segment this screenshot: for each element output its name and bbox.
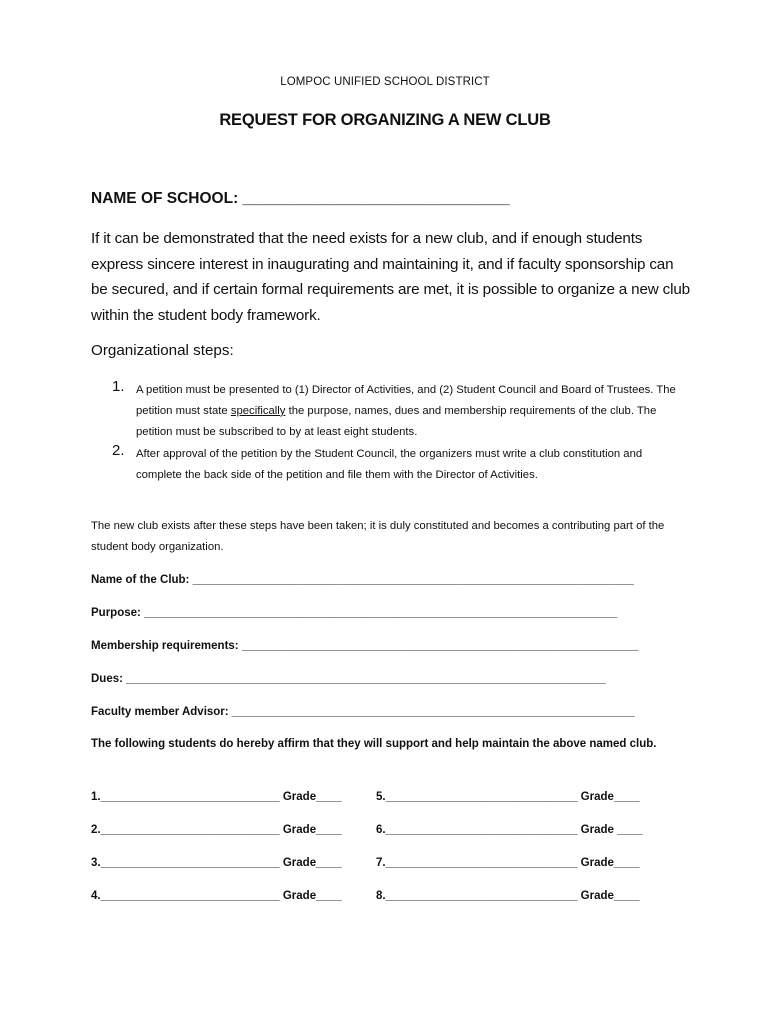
step-number: 1. — [112, 378, 125, 395]
step-text: A petition must be presented to (1) Director of Activities, and (2) Student Council and Board of Trustees. The petition must state specifically the purpose, names, dues and membership requirements of the club. The petition must be subscribed to by at least eight students. — [136, 384, 676, 438]
club-exists-paragraph: The new club exists after these steps have been taken; it is duly constituted and becomes a contributing part of the student body organization. — [91, 520, 665, 553]
emphasis-word: specifically — [230, 404, 286, 417]
signature-line-6: 6.______________________________ Grade ____ — [376, 824, 643, 836]
signature-line-7: 7.______________________________ Grade____ — [376, 857, 640, 869]
signature-line-3: 3.____________________________ Grade____ — [91, 857, 342, 869]
dues-field: Dues: ___________________________________________________________________________ — [91, 673, 606, 685]
purpose-field: Purpose: __________________________________________________________________________ — [91, 607, 618, 619]
org-steps-heading: Organizational steps: — [91, 342, 234, 359]
step-number: 2. — [112, 442, 125, 459]
intro-paragraph: If it can be demonstrated that the need exists for a new club, and if enough students express sincere interest in inaugurating and maintaining it, and if faculty sponsorship can be secured, and if certain formal requirements are met, it is possible to organize a new club within the student body framework. — [91, 230, 690, 324]
signature-line-8: 8.______________________________ Grade____ — [376, 890, 640, 902]
signature-line-5: 5.______________________________ Grade____ — [376, 791, 640, 803]
club-name-field: Name of the Club: _____________________________________________________________________ — [91, 574, 634, 586]
step-text: After approval of the petition by the Student Council, the organizers must write a club constitution and complete the back side of the petition and file them with the Director of Activities. — [136, 448, 643, 481]
school-name-field: NAME OF SCHOOL: _______________________________ — [91, 190, 510, 207]
signature-line-4: 4.____________________________ Grade____ — [91, 890, 342, 902]
district-name: LOMPOC UNIFIED SCHOOL DISTRICT — [280, 76, 490, 88]
advisor-field: Faculty member Advisor: _______________________________________________________________ — [91, 706, 635, 718]
membership-field: Membership requirements: ______________________________________________________________ — [91, 640, 639, 652]
affirmation-paragraph: The following students do hereby affirm that they will support and help maintain the above named club. — [91, 738, 657, 750]
signature-line-1: 1.____________________________ Grade____ — [91, 791, 342, 803]
document-title: REQUEST FOR ORGANIZING A NEW CLUB — [219, 111, 551, 129]
signature-line-2: 2.____________________________ Grade____ — [91, 824, 342, 836]
